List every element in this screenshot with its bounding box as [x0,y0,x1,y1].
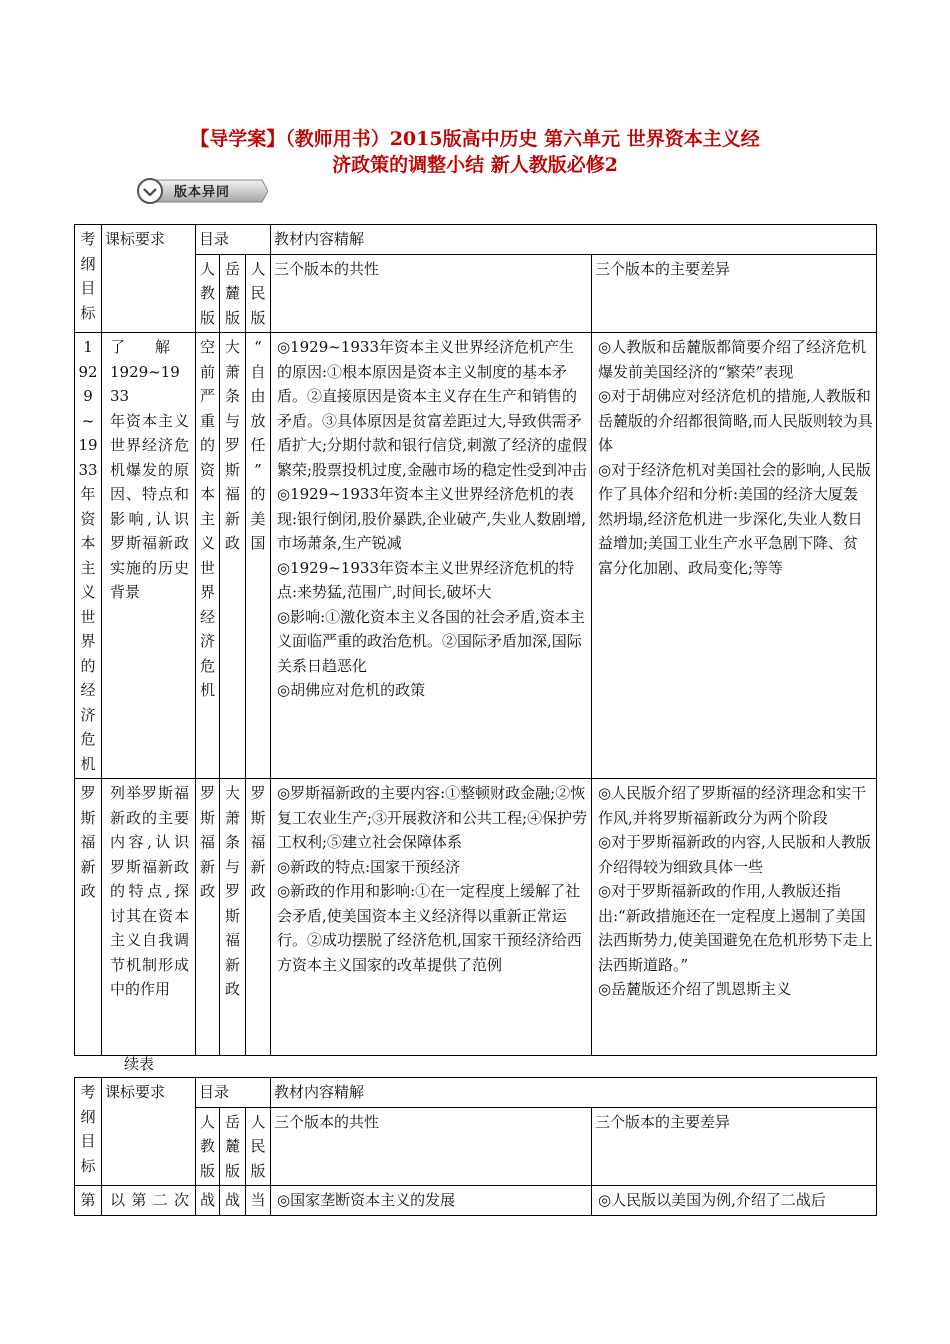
page-title [60,126,890,178]
row1-renjiao: 空 前 严 重 的 资 本 主 义 世 界 经 济 危 机 [196,333,220,779]
header-yuelu: 岳 麓 版 [220,1107,246,1186]
header-renmin: 人 民 版 [246,254,271,333]
badge-label: 版本异同 [174,185,231,200]
cont-renjiao: 战 [196,1186,220,1216]
header-row-2 [75,1107,877,1186]
header-kaogang: 考 纲 目 标 [75,225,102,333]
row2-renjiao: 罗 斯 福 新 政 [196,779,220,1056]
header-gongxing: 三个版本的共性 [271,1107,592,1186]
header-jiaocai: 教材内容精解 [271,225,877,255]
row2-renmin: 罗 斯 福 新 政 [246,779,271,1056]
cont-yuelu: 战 [220,1186,246,1216]
table-row [75,1186,877,1216]
header-renjiao: 人 教 版 [196,254,220,333]
row2-chayi: ◎人民版介绍了罗斯福的经济理念和实干作风,并将罗斯福新政分为两个阶段 ◎对于罗斯福新政的内容,人民版和人教版介绍得较为细致具体一些 ◎对于罗斯福新政的作用,人教版还指出:“新政措施还在一定程度上遏制了美国法西斯势力,使美国避免在危机形势下走上法西斯道路。” ◎岳麓版还介绍了凯恩斯主义 [592,779,877,1056]
cont-kaogang: 第 [75,1186,102,1216]
header-row-1 [75,1078,877,1108]
header-mulu: 目录 [196,1078,271,1108]
header-row-2 [75,254,877,333]
header-mulu: 目录 [196,225,271,255]
title-line-1: 【导学案】（教师用书）2015版高中历史 第六单元 世界资本主义经 [190,128,760,150]
table-row [75,333,877,779]
row1-yuelu: 大 萧 条 与 罗 斯 福 新 政 [220,333,246,779]
row2-kaogang: 罗 斯 福 新 政 [75,779,102,1056]
continuation-table [74,1077,877,1216]
header-gongxing: 三个版本的共性 [271,254,592,333]
row1-renmin: “ 自 由 放 任 ” 的 美 国 [246,333,271,779]
row2-kebiao: 列举罗斯福新政的主要内容,认识罗斯福新政的特点,探讨其在资本主义自我调节机制形成中的作用 [102,779,196,1056]
header-row-1 [75,225,877,255]
header-kaogang: 考 纲 目 标 [75,1078,102,1186]
row1-gongxing: ◎1929~1933年资本主义世界经济危机产生的原因:①根本原因是资本主义制度的基本矛盾。②直接原因是资本主义存在生产和销售的矛盾。③具体原因是贫富差距过大,导致供需矛盾扩大;分期付款和银行信贷,刺激了经济的虚假繁荣;股票投机过度,金融市场的稳定性受到冲击 ◎1929~1933年资本主义世界经济危机的表现:银行倒闭,股价暴跌,企业破产,失业人数剧增,市场萧条,生产锐减 ◎1929~1933年资本主义世界经济危机的特点:来势猛,范围广,时间长,破坏大 ◎影响:①激化资本主义各国的社会矛盾,资本主义面临严重的政治危机。②国际矛盾加深,国际关系日趋恶化 ◎胡佛应对危机的政策 [271,333,592,779]
table-row [75,779,877,1056]
row2-yuelu: 大 萧 条 与 罗 斯 福 新 政 [220,779,246,1056]
header-yuelu: 岳 麓 版 [220,254,246,333]
header-renmin: 人 民 版 [246,1107,271,1186]
header-kebiao: 课标要求 [102,1078,196,1186]
cont-chayi: ◎人民版以美国为例,介绍了二战后 [592,1186,877,1216]
header-renjiao: 人 教 版 [196,1107,220,1186]
header-kebiao: 课标要求 [102,225,196,333]
section-badge [134,176,268,206]
header-chayi: 三个版本的主要差异 [592,1107,877,1186]
cont-kebiao: 以第二次 [102,1186,196,1216]
row1-kaogang: 1 929 ~19 33 年 资 本 主 义 世 界 的 经 济 危 机 [75,333,102,779]
row2-gongxing: ◎罗斯福新政的主要内容:①整顿财政金融;②恢复工农业生产;③开展救济和公共工程;④保护劳工权利;⑤建立社会保障体系 ◎新政的特点:国家干预经济 ◎新政的作用和影响:①在一定程度上缓解了社会矛盾,使美国资本主义经济得以重新正常运行。②成功摆脱了经济危机,国家干预经济给西方资本主义国家的改革提供了范例 [271,779,592,1056]
cont-gongxing: ◎国家垄断资本主义的发展 [271,1186,592,1216]
title-line-2: 济政策的调整小结 新人教版必修2 [332,154,618,176]
row1-kebiao: 了 解 1929~1933 年资本主义世界经济危机爆发的原因、特点和影响,认识罗斯福新政实施的历史背景 [102,333,196,779]
comparison-table [74,224,877,1056]
header-jiaocai: 教材内容精解 [271,1078,877,1108]
continuation-label: 续表 [124,1055,155,1073]
row1-chayi: ◎人教版和岳麓版都简要介绍了经济危机爆发前美国经济的“繁荣”表现 ◎对于胡佛应对经济危机的措施,人教版和岳麓版的介绍都很简略,而人民版则较为具体 ◎对于经济危机对美国社会的影响,人民版作了具体介绍和分析:美国的经济大厦轰然坍塌,经济危机进一步深化,失业人数日益增加;美国工业生产水平急剧下降、贫富分化加剧、政局变化;等等 [592,333,877,779]
cont-renmin: 当 [246,1186,271,1216]
header-chayi: 三个版本的主要差异 [592,254,877,333]
